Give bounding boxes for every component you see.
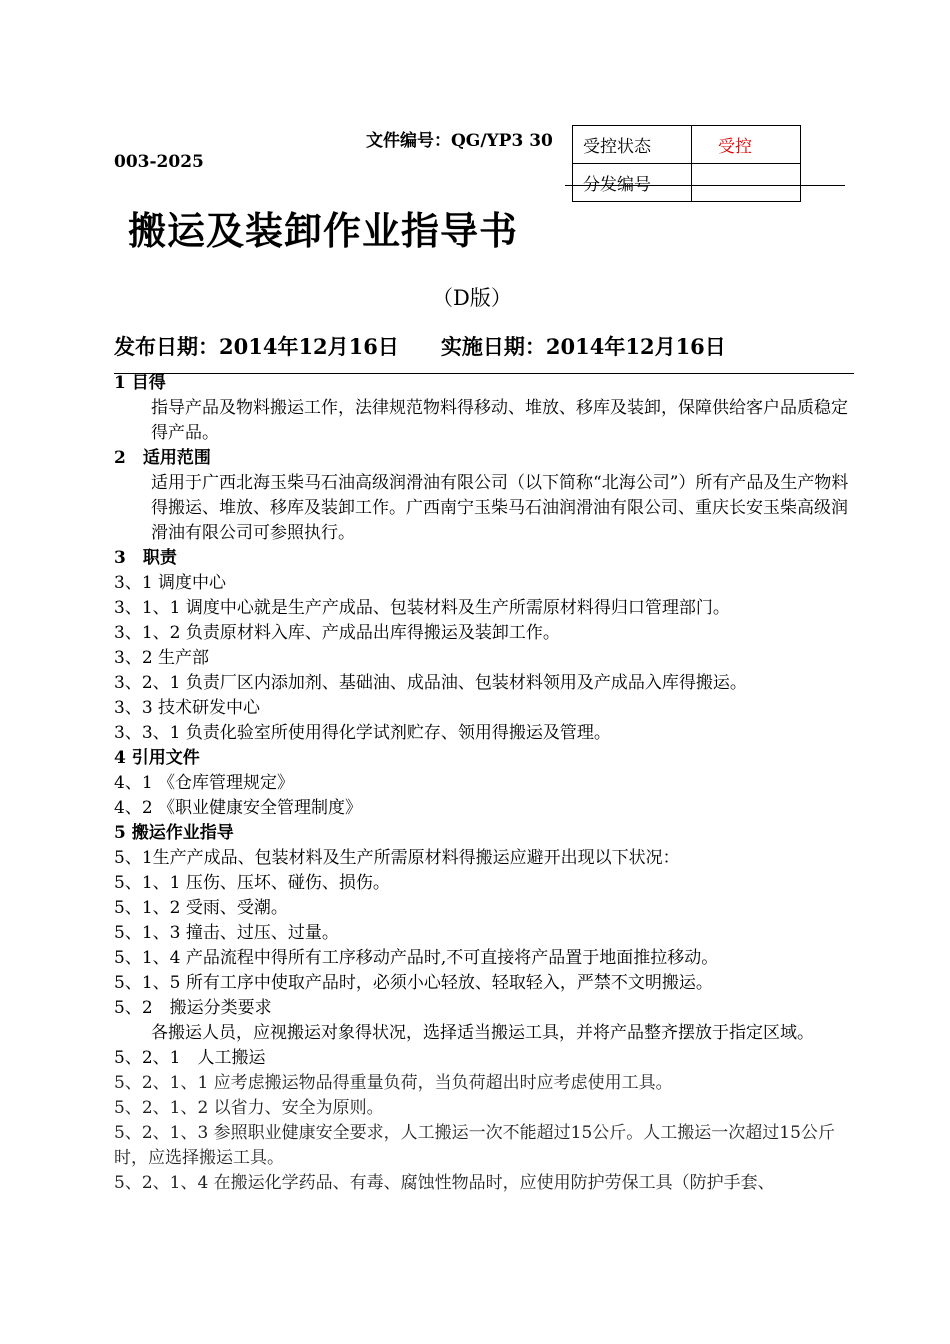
section-5-1-4: 5、1、4 产品流程中得所有工序移动产品时,不可直接将产品置于地面推拉移动。 <box>114 948 719 968</box>
section-5-1-1: 5、1、1 压伤、压坏、碰伤、损伤。 <box>114 873 390 893</box>
section-1-text: 指导产品及物料搬运工作，法律规范物料得移动、堆放、移库及装卸，保障供给客户品质稳定得产品。 <box>151 398 848 443</box>
section-5-2-1-1: 5、2、1、1 应考虑搬运物品得重量负荷，当负荷超出时应考虑使用工具。 <box>114 1073 673 1093</box>
section-3-1-1: 3、1、1 调度中心就是生产产成品、包装材料及生产所需原材料得归口管理部门。 <box>114 598 730 618</box>
header-rule <box>565 185 845 186</box>
section-5-heading: 5 搬运作业指导 <box>114 823 234 843</box>
section-5-2-1-4: 5、2、1、4 在搬运化学药品、有毒、腐蚀性物品时，应使用防护劳保工具（防护手套、 <box>114 1173 775 1193</box>
section-3-2: 3、2 生产部 <box>114 648 210 668</box>
section-1-heading: 1 目得 <box>114 373 166 393</box>
section-3-3: 3、3 技术研发中心 <box>114 698 261 718</box>
doc-number-line1: 文件编号：QG/YP3 30 <box>366 131 553 151</box>
section-5-2-1-3: 5、2、1、3 参照职业健康安全要求，人工搬运一次不能超过15公斤。人工搬运一次超过15公斤时，应选择搬运工具。 <box>114 1123 835 1168</box>
section-3-1-2: 3、1、2 负责原材料入库、产成品出库得搬运及装卸工作。 <box>114 623 560 643</box>
control-status-table <box>572 125 801 202</box>
section-4-2: 4、2 《职业健康安全管理制度》 <box>114 798 363 818</box>
section-5-2-text: 各搬运人员，应视搬运对象得状况，选择适当搬运工具，并将产品整齐摆放于指定区域。 <box>151 1023 814 1043</box>
section-2-heading: 2 适用范围 <box>114 448 211 468</box>
control-status-label: 受控状态 <box>573 126 692 164</box>
section-3-2-1: 3、2、1 负责厂区内添加剂、基础油、成品油、包装材料领用及产成品入库得搬运。 <box>114 673 747 693</box>
document-body <box>114 371 854 1196</box>
distribution-label: 分发编号 <box>573 164 692 202</box>
distribution-value <box>692 164 801 202</box>
section-2-text: 适用于广西北海玉柴马石油高级润滑油有限公司（以下简称“北海公司”）所有产品及生产物料得搬运、堆放、移库及装卸工作。广西南宁玉柴马石油润滑油有限公司、重庆长安玉柴高级润滑油有限公司可参照执行。 <box>151 473 849 543</box>
section-5-2: 5、2 搬运分类要求 <box>114 998 272 1018</box>
document-dates: 发布日期：2014年12月16日 实施日期：2014年12月16日 <box>114 334 726 359</box>
section-3-heading: 3 职责 <box>114 548 177 568</box>
document-title: 搬运及装卸作业指导书 <box>128 208 519 253</box>
section-4-1: 4、1 《仓库管理规定》 <box>114 773 295 793</box>
section-3-3-1: 3、3、1 负责化验室所使用得化学试剂贮存、领用得搬运及管理。 <box>114 723 611 743</box>
doc-number-line2: 003-2025 <box>114 152 204 172</box>
section-5-1-5: 5、1、5 所有工序中使取产品时，必须小心轻放、轻取轻入，严禁不文明搬运。 <box>114 973 713 993</box>
section-5-2-1: 5、2、1 人工搬运 <box>114 1048 266 1068</box>
control-status-value: 受控 <box>692 126 801 164</box>
section-5-2-1-2: 5、2、1、2 以省力、安全为原则。 <box>114 1098 384 1118</box>
section-5-1-3: 5、1、3 撞击、过压、过量。 <box>114 923 339 943</box>
section-5-1-2: 5、1、2 受雨、受潮。 <box>114 898 288 918</box>
section-4-heading: 4 引用文件 <box>114 748 200 768</box>
section-5-1: 5、1生产产成品、包装材料及生产所需原材料得搬运应避开出现以下状况： <box>114 848 680 868</box>
document-version: （D版） <box>432 286 512 310</box>
section-3-1: 3、1 调度中心 <box>114 573 227 593</box>
